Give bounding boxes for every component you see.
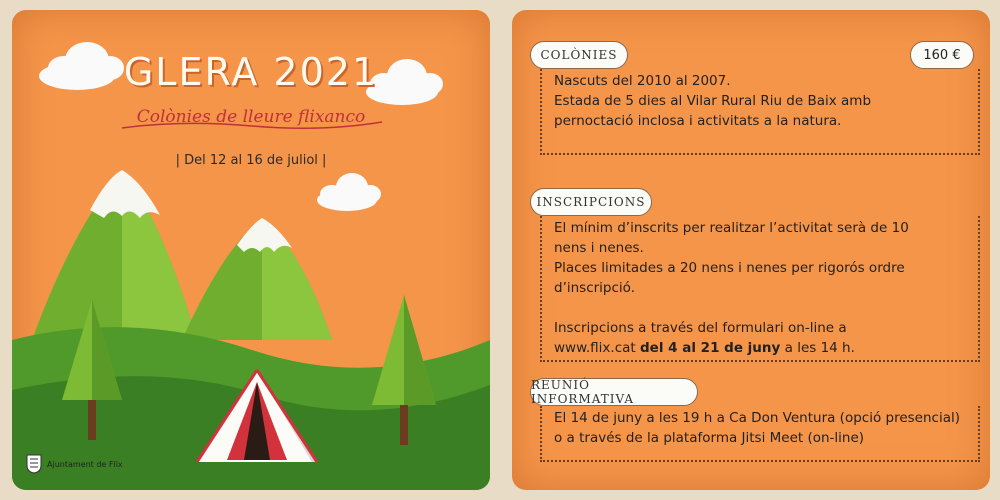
inscripcions-form-line: Inscripcions a través del formulari on-line a (554, 320, 847, 336)
url-link[interactable]: www.flix.cat (554, 340, 636, 356)
inscripcions-time: a les 14 h. (784, 340, 855, 356)
colonies-line: Nascuts del 2010 al 2007. (554, 73, 731, 89)
colonies-tag: COLÒNIES (530, 41, 628, 69)
inscripcions-line: d’inscripció. (554, 280, 635, 296)
logo-text: Ajuntament de Flix (47, 459, 123, 469)
poster-title: GLERA 2021 (123, 50, 379, 94)
colonies-box (540, 69, 980, 155)
inscripcions-dates: del 4 al 21 de juny (640, 340, 781, 356)
poster-dates: | Del 12 al 16 de juliol | (175, 153, 327, 168)
price-badge: 160 € (910, 41, 974, 69)
inscripcions-line: nens i nenes. (554, 240, 644, 256)
municipal-logo (26, 454, 123, 474)
colonies-line: Estada de 5 dies al Vilar Rural Riu de Baix amb (554, 93, 872, 109)
cloud-icon (317, 173, 381, 211)
info-panel (512, 10, 990, 490)
inscripcions-line: Places limitades a 20 nens i nenes per rigorós ordre (554, 260, 905, 276)
poster-subtitle: Colònies de lleure flixanco (136, 107, 366, 127)
coat-of-arms-icon (26, 454, 42, 474)
reunio-box (540, 406, 980, 462)
inscripcions-tag: INSCRIPCIONS (530, 188, 652, 216)
poster-panel (12, 10, 490, 490)
reunio-line: El 14 de juny a les 19 h a Ca Don Ventura (opció presencial) (554, 410, 960, 426)
reunio-tag: REUNIÓ INFORMATIVA (530, 378, 698, 406)
reunio-line: o a través de la plataforma Jitsi Meet (on-line) (554, 430, 865, 446)
inscripcions-box (540, 216, 980, 362)
inscripcions-dates-line (554, 338, 966, 358)
inscripcions-line: El mínim d’inscrits per realitzar l’activitat serà de 10 (554, 220, 909, 236)
colonies-line: pernoctació inclosa i activitats a la natura. (554, 113, 842, 129)
